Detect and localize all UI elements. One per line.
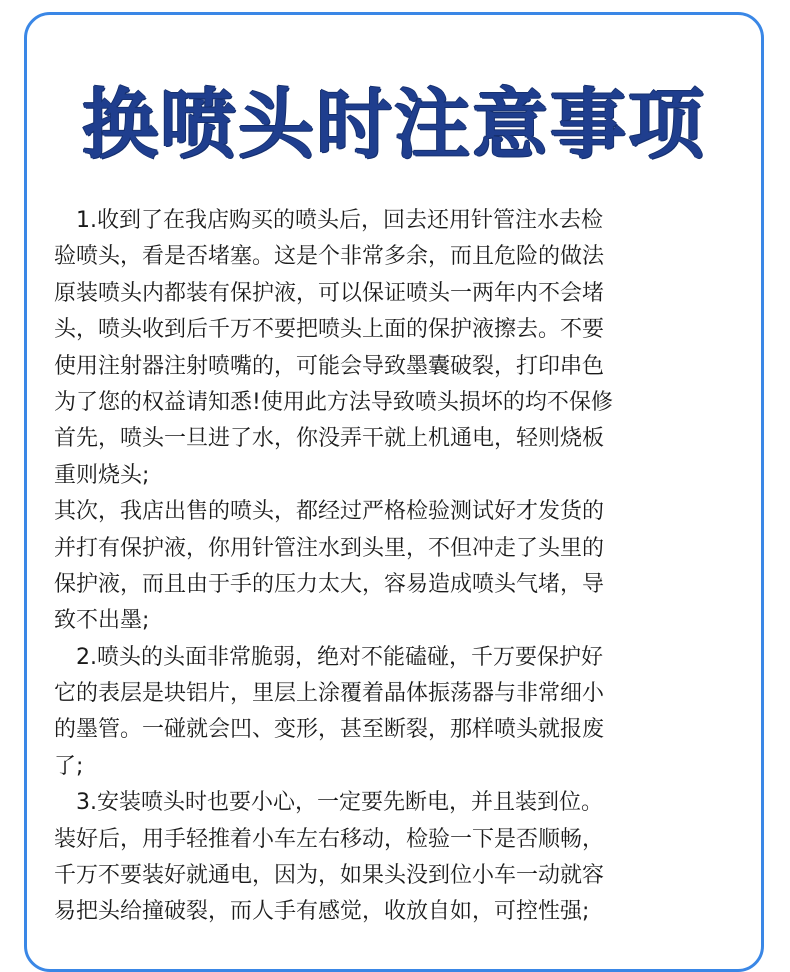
- notice-body: [54, 203, 744, 931]
- paragraph-line: 并打有保护液，你用针管注水到头里，不但冲走了头里的: [54, 535, 605, 561]
- page-title: 换喷头时注意事项: [82, 80, 706, 169]
- paragraph-line: 验喷头，看是否堵塞。这是个非常多余，而且危险的做法: [54, 244, 605, 270]
- paragraph-line: 致不出墨;: [54, 608, 150, 634]
- paragraph-line: 其次，我店出售的喷头，都经过严格检验测试好才发货的: [54, 499, 605, 525]
- paragraph-line: 为了您的权益请知悉!使用此方法导致喷头损坏的均不保修: [54, 389, 613, 415]
- paragraph-line: 首先，喷头一旦进了水，你没弄干就上机通电，轻则烧板: [54, 426, 605, 452]
- paragraph-line: 了;: [54, 753, 84, 779]
- paragraph-line: 1.收到了在我店购买的喷头后，回去还用针管注水去检: [76, 208, 603, 233]
- paragraph-line: 的墨管。一碰就会凹、变形，甚至断裂，那样喷头就报废: [54, 717, 605, 743]
- paragraph-line: 千万不要装好就通电，因为，如果头没到位小车一动就容: [54, 863, 605, 889]
- paragraph-line: 重则烧头;: [54, 462, 150, 488]
- paragraph-line: 2.喷头的头面非常脆弱，绝对不能磕碰，千万要保护好: [76, 644, 603, 670]
- paragraph-line: 它的表层是块铝片，里层上涂覆着晶体振荡器与非常细小: [54, 681, 605, 707]
- paragraph-line: 原装喷头内都装有保护液，可以保证喷头一两年内不会堵: [54, 280, 605, 306]
- paragraph-line: 3.安装喷头时也要小心，一定要先断电，并且装到位。: [76, 790, 603, 816]
- paragraph-line: 易把头给撞破裂，而人手有感觉，收放自如，可控性强;: [54, 899, 590, 925]
- paragraph-line: 装好后，用手轻推着小车左右移动，检验一下是否顺畅，: [54, 826, 605, 852]
- paragraph-line: 头，喷头收到后千万不要把喷头上面的保护液擦去。不要: [54, 317, 605, 343]
- paragraph-line: 保护液，而且由于手的压力太大，容易造成喷头气堵，导: [54, 571, 605, 597]
- notice-card: [24, 12, 764, 972]
- paragraph-line: 使用注射器注射喷嘴的，可能会导致墨囊破裂，打印串色: [54, 353, 605, 379]
